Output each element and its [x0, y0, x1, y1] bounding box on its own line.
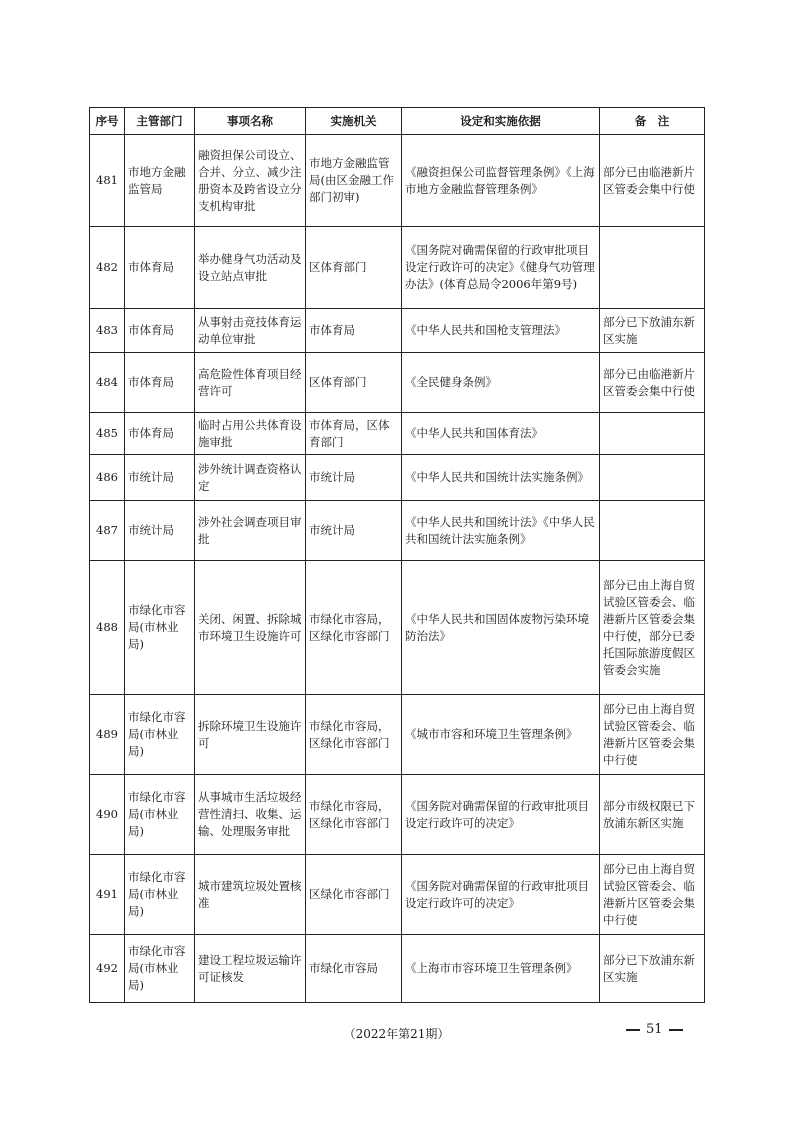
row-department: 市绿化市容局(市林业局) — [125, 775, 195, 855]
row-basis: 《上海市市容环境卫生管理条例》 — [402, 935, 600, 1003]
table-row — [90, 501, 705, 561]
row-basis: 《中华人民共和国枪支管理法》 — [402, 309, 600, 353]
row-number: 490 — [90, 775, 125, 855]
table-row — [90, 227, 705, 309]
table-row — [90, 353, 705, 413]
row-agency: 市绿化市容局，区绿化市容部门 — [306, 775, 402, 855]
row-item-name: 高危险性体育项目经营许可 — [195, 353, 306, 413]
page-number: 51 — [646, 1022, 663, 1037]
row-item-name: 从事城市生活垃圾经营性清扫、收集、运输、处理服务审批 — [195, 775, 306, 855]
row-number: 492 — [90, 935, 125, 1003]
row-number: 483 — [90, 309, 125, 353]
row-item-name: 临时占用公共体育设施审批 — [195, 413, 306, 455]
row-remarks — [600, 413, 705, 455]
page-dash-left — [626, 1029, 640, 1031]
row-number: 488 — [90, 561, 125, 695]
row-remarks — [600, 227, 705, 309]
row-remarks: 部分已下放浦东新区实施 — [600, 935, 705, 1003]
row-item-name: 拆除环境卫生设施许可 — [195, 695, 306, 775]
table-row — [90, 413, 705, 455]
row-department: 市统计局 — [125, 455, 195, 501]
row-agency: 市体育局 — [306, 309, 402, 353]
row-agency: 市绿化市容局 — [306, 935, 402, 1003]
row-number: 487 — [90, 501, 125, 561]
row-department: 市体育局 — [125, 227, 195, 309]
row-basis: 《融资担保公司监督管理条例》《上海市地方金融监督管理条例》 — [402, 135, 600, 227]
row-department: 市统计局 — [125, 501, 195, 561]
row-department: 市绿化市容局(市林业局) — [125, 561, 195, 695]
row-department: 市绿化市容局(市林业局) — [125, 855, 195, 935]
row-department: 市体育局 — [125, 309, 195, 353]
row-agency: 市统计局 — [306, 455, 402, 501]
row-number: 484 — [90, 353, 125, 413]
table-row — [90, 309, 705, 353]
row-agency: 市统计局 — [306, 501, 402, 561]
approval-items-table — [89, 107, 705, 1003]
table-row — [90, 561, 705, 695]
row-remarks: 部分已由上海自贸试验区管委会、临港新片区管委会集中行使，部分已委托国际旅游度假区管委会实施 — [600, 561, 705, 695]
row-department: 市体育局 — [125, 353, 195, 413]
row-agency: 市绿化市容局，区绿化市容部门 — [306, 695, 402, 775]
row-remarks: 部分已由临港新片区管委会集中行使 — [600, 353, 705, 413]
row-agency: 区绿化市容部门 — [306, 855, 402, 935]
row-basis: 《全民健身条例》 — [402, 353, 600, 413]
header-department: 主管部门 — [125, 108, 195, 135]
table-row — [90, 775, 705, 855]
row-agency: 市体育局，区体育部门 — [306, 413, 402, 455]
header-item-name: 事项名称 — [195, 108, 306, 135]
row-remarks: 部分已下放浦东新区实施 — [600, 309, 705, 353]
page-number-block — [620, 1022, 689, 1037]
row-department: 市绿化市容局(市林业局) — [125, 935, 195, 1003]
table-row — [90, 855, 705, 935]
row-department: 市绿化市容局(市林业局) — [125, 695, 195, 775]
row-number: 491 — [90, 855, 125, 935]
row-item-name: 融资担保公司设立、合并、分立、减少注册资本及跨省设立分支机构审批 — [195, 135, 306, 227]
row-number: 489 — [90, 695, 125, 775]
row-basis: 《中华人民共和国体育法》 — [402, 413, 600, 455]
header-remarks: 备 注 — [600, 108, 705, 135]
table-row — [90, 935, 705, 1003]
header-implementing-agency: 实施机关 — [306, 108, 402, 135]
row-remarks: 部分已由临港新片区管委会集中行使 — [600, 135, 705, 227]
row-number: 481 — [90, 135, 125, 227]
row-basis: 《中华人民共和国统计法》《中华人民共和国统计法实施条例》 — [402, 501, 600, 561]
row-item-name: 涉外社会调查项目审批 — [195, 501, 306, 561]
row-item-name: 举办健身气功活动及设立站点审批 — [195, 227, 306, 309]
row-item-name: 涉外统计调查资格认定 — [195, 455, 306, 501]
row-number: 486 — [90, 455, 125, 501]
header-legal-basis: 设定和实施依据 — [402, 108, 600, 135]
row-agency: 区体育部门 — [306, 353, 402, 413]
row-basis: 《中华人民共和国统计法实施条例》 — [402, 455, 600, 501]
table-row — [90, 135, 705, 227]
row-basis: 《中华人民共和国固体废物污染环境防治法》 — [402, 561, 600, 695]
row-department: 市体育局 — [125, 413, 195, 455]
row-basis: 《国务院对确需保留的行政审批项目设定行政许可的决定》 — [402, 855, 600, 935]
row-remarks — [600, 455, 705, 501]
table-header-row — [90, 108, 705, 135]
row-item-name: 关闭、闲置、拆除城市环境卫生设施许可 — [195, 561, 306, 695]
issue-label: （2022年第21期） — [343, 1027, 450, 1041]
row-remarks: 部分市级权限已下放浦东新区实施 — [600, 775, 705, 855]
row-department: 市地方金融监管局 — [125, 135, 195, 227]
row-item-name: 城市建筑垃圾处置核准 — [195, 855, 306, 935]
row-basis: 《国务院对确需保留的行政审批项目设定行政许可的决定》《健身气功管理办法》(体育总局令2006年第9号) — [402, 227, 600, 309]
page-dash-right — [669, 1029, 683, 1031]
header-serial-no: 序号 — [90, 108, 125, 135]
table-row — [90, 695, 705, 775]
row-basis: 《国务院对确需保留的行政审批项目设定行政许可的决定》 — [402, 775, 600, 855]
row-basis: 《城市市容和环境卫生管理条例》 — [402, 695, 600, 775]
row-number: 485 — [90, 413, 125, 455]
row-agency: 区体育部门 — [306, 227, 402, 309]
row-item-name: 建设工程垃圾运输许可证核发 — [195, 935, 306, 1003]
row-agency: 市地方金融监管局(由区金融工作部门初审) — [306, 135, 402, 227]
row-remarks: 部分已由上海自贸试验区管委会、临港新片区管委会集中行使 — [600, 695, 705, 775]
row-item-name: 从事射击竞技体育运动单位审批 — [195, 309, 306, 353]
row-number: 482 — [90, 227, 125, 309]
row-agency: 市绿化市容局，区绿化市容部门 — [306, 561, 402, 695]
row-remarks — [600, 501, 705, 561]
row-remarks: 部分已由上海自贸试验区管委会、临港新片区管委会集中行使 — [600, 855, 705, 935]
table-row — [90, 455, 705, 501]
